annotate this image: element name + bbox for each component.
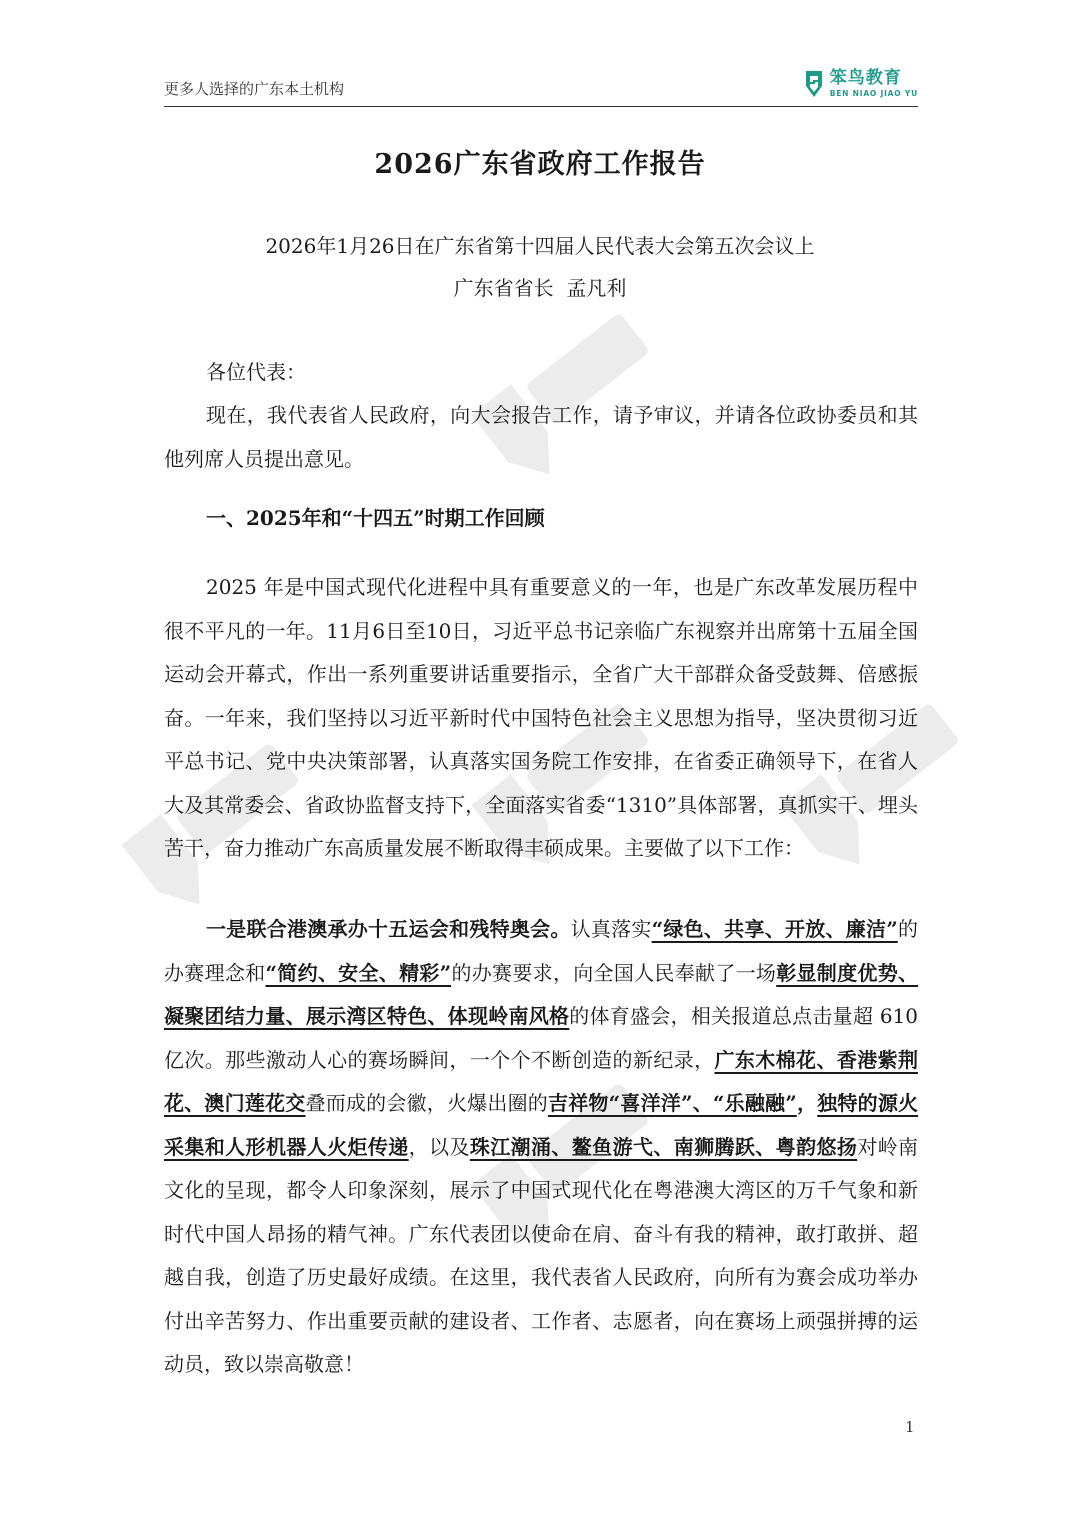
games-text: 叠而成的会徽，火爆出圈的 bbox=[305, 1091, 549, 1115]
section-heading: 一、2025年和“十四五”时期工作回顾 bbox=[206, 506, 545, 530]
games-text: 认真落实 bbox=[570, 917, 652, 941]
brand-logo bbox=[803, 66, 918, 102]
games-paragraph bbox=[164, 908, 918, 1387]
games-text: 的办赛理念和 bbox=[164, 917, 919, 985]
games-text: ，以及 bbox=[408, 1134, 470, 1159]
speaker-line: 广东省省长 孟凡利 bbox=[453, 276, 627, 300]
games-text: 对岭南文化的呈现，都令人印象深刻，展示了中国式现代化在粤港澳大湾区的万千气象和新时代中国人昂扬的精气神。广东代表团以使命在肩、奋斗有我的精神，敢打敢拼、超越自我，创造了历史最好成绩。在这里，我代表省人民政府，向所有为赛会成功举办付出辛苦努力、作出重要贡献的建设者、工作者、志愿者，向在赛场上顽强拼搏的运动员，致以崇高敬意！ bbox=[164, 1134, 919, 1376]
games-emphasis: 吉祥物“喜洋洋”、“乐融融” bbox=[548, 1091, 797, 1115]
logo-chinese-name: 笨鸟教育 bbox=[829, 68, 902, 89]
page-number: 1 bbox=[905, 1418, 915, 1436]
games-text: 的办赛要求，向全国人民奉献了一场 bbox=[451, 960, 777, 985]
games-emphasis: “简约、安全、精彩” bbox=[265, 960, 452, 985]
games-emphasis: 珠江潮涌、鳌鱼游弋、南狮腾跃、粤韵悠扬 bbox=[469, 1134, 858, 1159]
review-paragraph: 2025 年是中国式现代化进程中具有重要意义的一年，也是广东改革发展历程中很不平凡的一年。11月6日至10日，习近平总书记亲临广东视察并出席第十五届全国运动会开幕式，作出一系列重要讲话重要指示，全省广大干部群众备受鼓舞、倍感振奋。一年来，我们坚持以习近平新时代中国特色社会主义思想为指导，坚决贯彻习近平总书记、党中央决策部署，认真落实国务院工作安排，在省委正确领导下，在省人大及其常委会、省政协监督支持下，全面落实省委“1310”具体部署，真抓实干、埋头苦干，奋力推动广东高质量发展不断取得丰硕成果。主要做了以下工作： bbox=[164, 575, 918, 860]
games-emphasis: 广东木棉花、香港紫荆花、澳门莲花交 bbox=[164, 1047, 918, 1115]
document-title: 2026广东省政府工作报告 bbox=[374, 149, 706, 180]
meeting-line: 2026年1月26日在广东省第十四届人民代表大会第五次会议上 bbox=[265, 234, 815, 258]
greeting: 各位代表： bbox=[206, 360, 306, 384]
games-emphasis: “绿色、共享、开放、廉洁” bbox=[651, 917, 898, 941]
page-header bbox=[164, 62, 918, 107]
bird-logo-icon bbox=[803, 69, 825, 99]
games-lead: 一是联合港澳承办十五运会和残特奥会。 bbox=[206, 917, 571, 941]
intro-paragraph: 现在，我代表省人民政府，向大会报告工作，请予审议，并请各位政协委员和其他列席人员提出意见。 bbox=[164, 403, 918, 471]
logo-pinyin-name: BEN NIAO JIAO YU bbox=[829, 89, 918, 99]
games-emphasis: 独特的源火采集和人形机器人火炬传递 bbox=[164, 1091, 919, 1159]
games-emphasis: 彰显制度优势、凝聚团结力量、展示湾区特色、体现岭南风格 bbox=[164, 960, 918, 1028]
header-tagline: 更多人选择的广东本土机构 bbox=[164, 80, 345, 98]
games-text: 的体育盛会，相关报道总点击量超 610 亿次。那些激动人心的赛场瞬间，一个个不断创造的新纪录， bbox=[164, 1004, 919, 1072]
games-text: ， bbox=[796, 1091, 818, 1115]
